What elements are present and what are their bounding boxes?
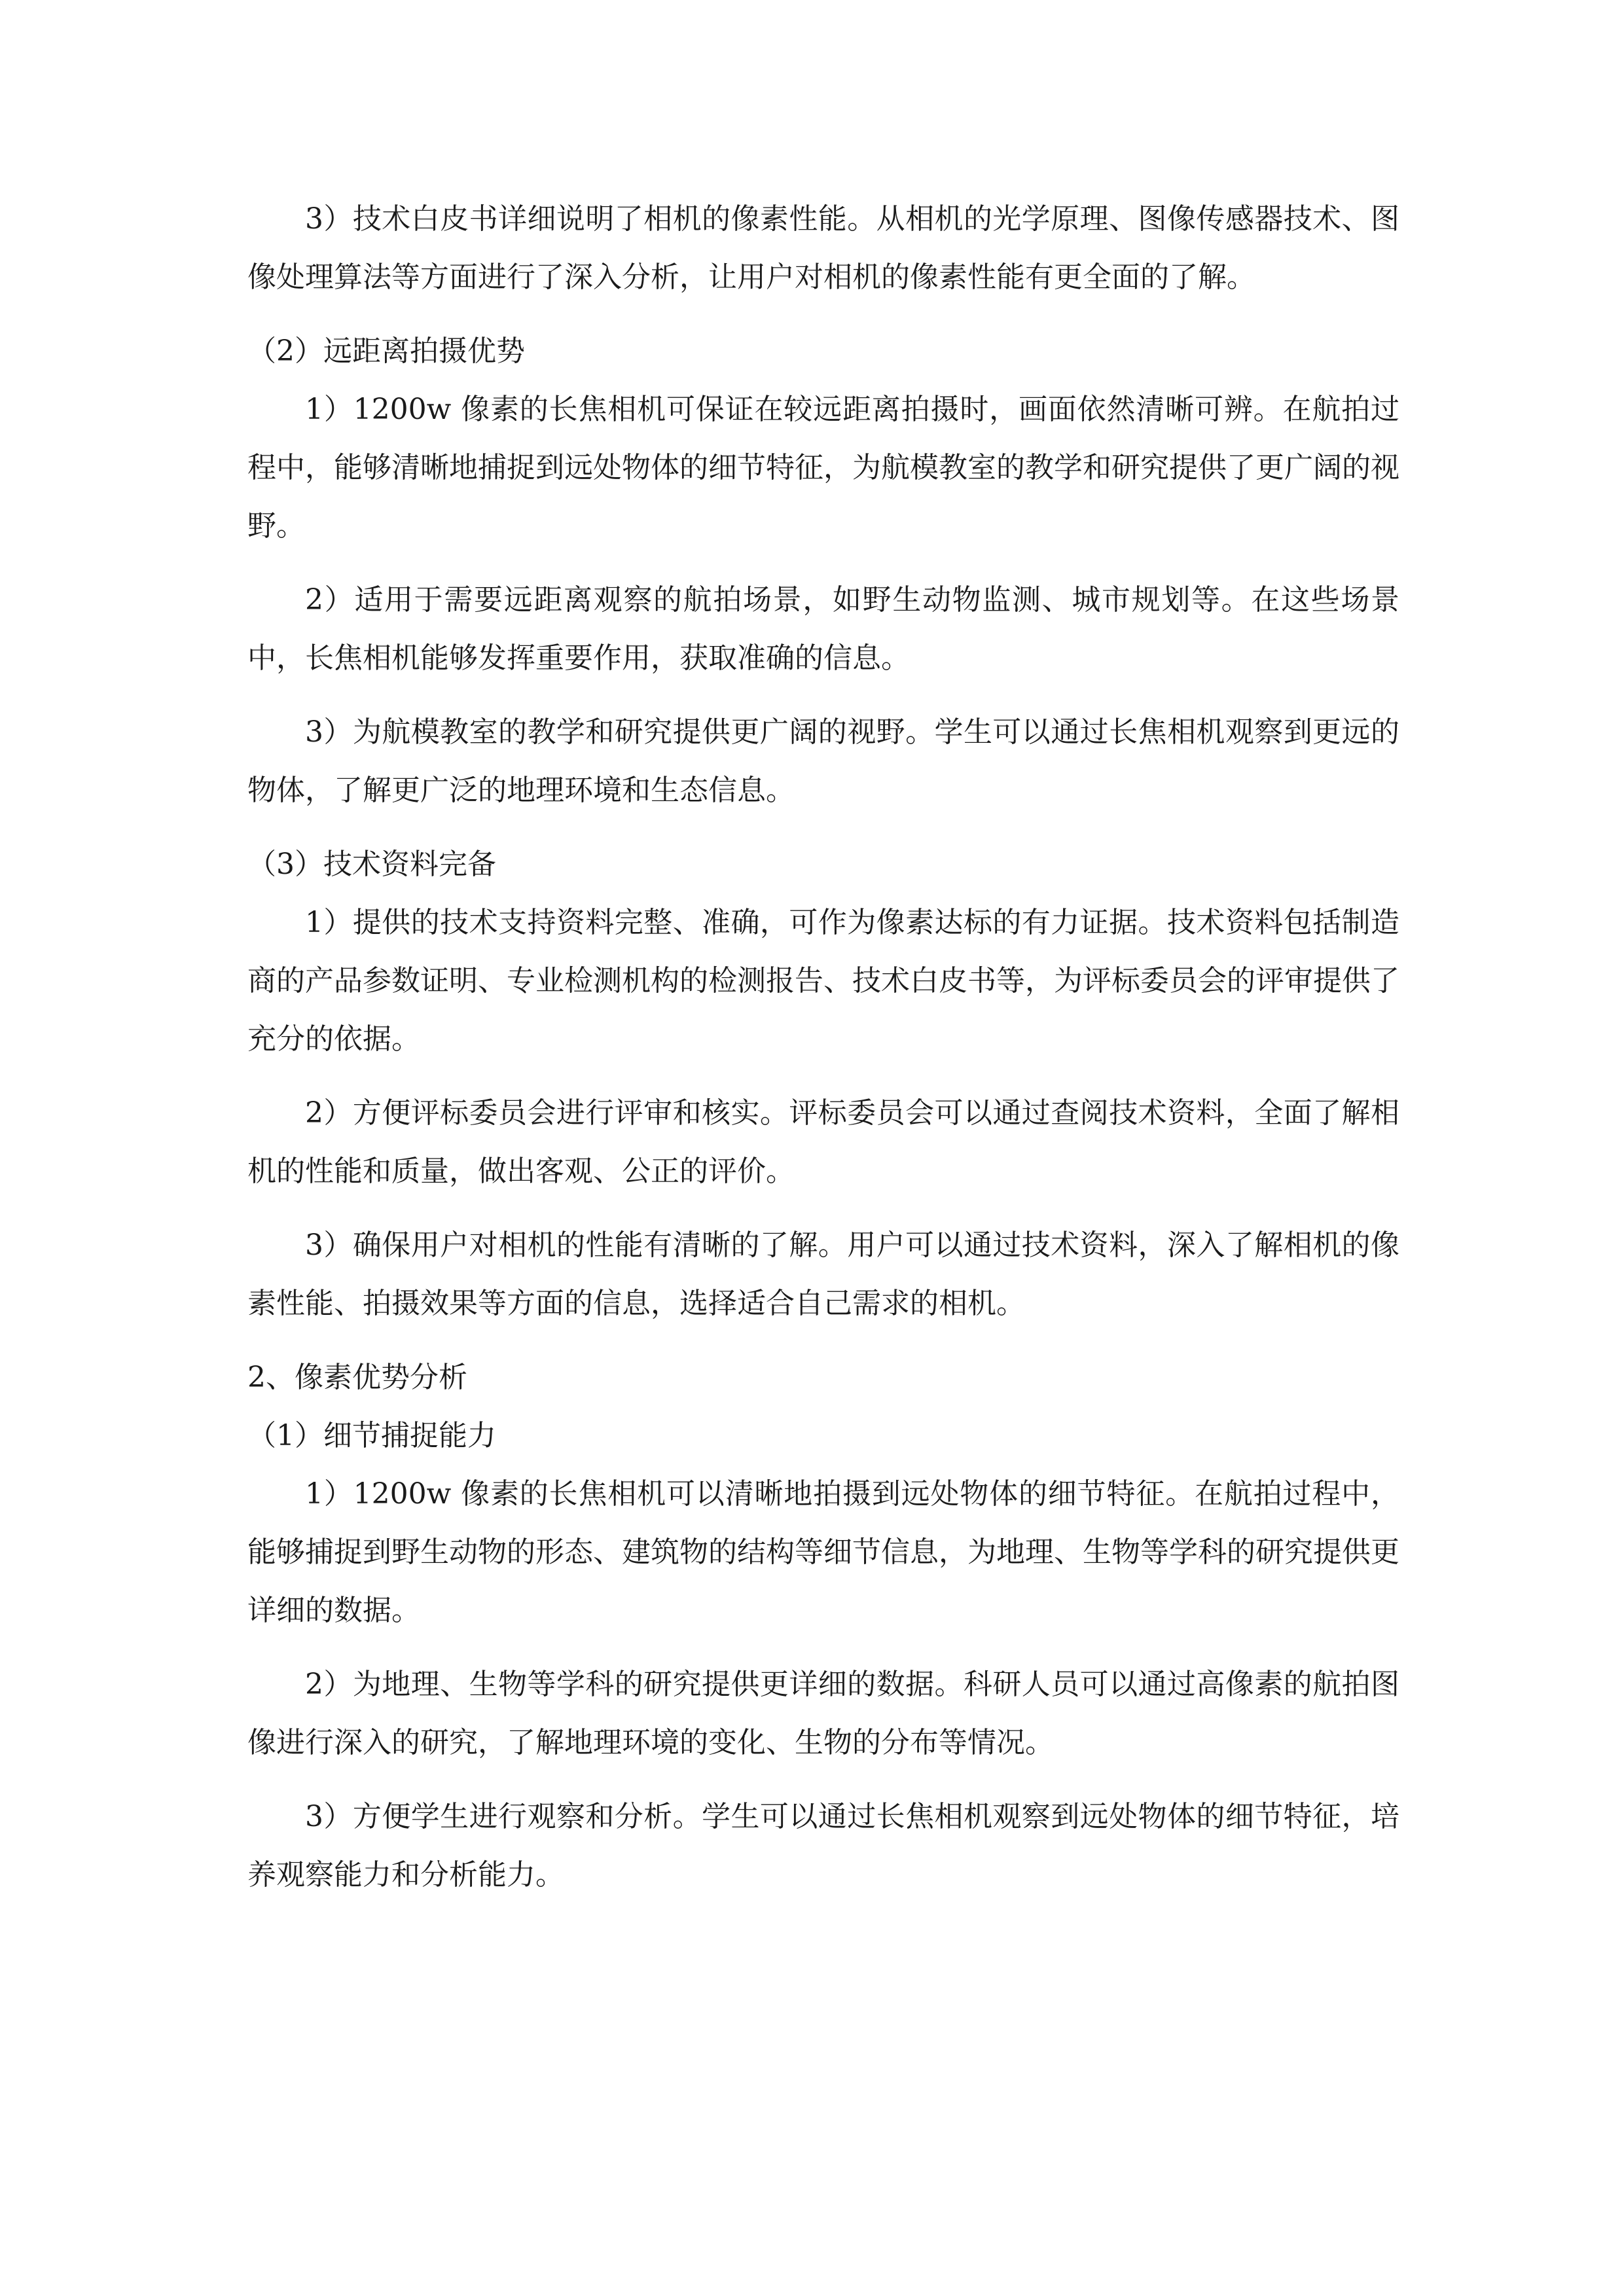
paragraph-long-distance-1: 1）1200w 像素的长焦相机可保证在较远距离拍摄时，画面依然清晰可辨。在航拍过程中，能够清晰地捕捉到远处物体的细节特征，为航模教室的教学和研究提供了更广阔的视野。: [247, 393, 1399, 543]
paragraph-long-distance-3: 3）为航模教室的教学和研究提供更广阔的视野。学生可以通过长焦相机观察到更远的物体，了解更广泛的地理环境和生态信息。: [247, 715, 1399, 807]
subheading-tech-docs: （3）技术资料完备: [247, 848, 496, 881]
paragraph-whitepaper: 3）技术白皮书详细说明了相机的像素性能。从相机的光学原理、图像传感器技术、图像处理算法等方面进行了深入分析，让用户对相机的像素性能有更全面的了解。: [247, 202, 1399, 294]
paragraph-detail-capture-2: 2）为地理、生物等学科的研究提供更详细的数据。科研人员可以通过高像素的航拍图像进行深入的研究，了解地理环境的变化、生物的分布等情况。: [247, 1668, 1399, 1759]
subheading-long-distance: （2）远距离拍摄优势: [247, 334, 525, 368]
paragraph-tech-docs-1: 1）提供的技术支持资料完整、准确，可作为像素达标的有力证据。技术资料包括制造商的产品参数证明、专业检测机构的检测报告、技术白皮书等，为评标委员会的评审提供了充分的依据。: [247, 906, 1399, 1056]
paragraph-long-distance-2: 2）适用于需要远距离观察的航拍场景，如野生动物监测、城市规划等。在这些场景中，长焦相机能够发挥重要作用，获取准确的信息。: [247, 583, 1399, 675]
paragraph-detail-capture-1: 1）1200w 像素的长焦相机可以清晰地拍摄到远处物体的细节特征。在航拍过程中，能够捕捉到野生动物的形态、建筑物的结构等细节信息，为地理、生物等学科的研究提供更详细的数据。: [247, 1477, 1399, 1627]
subheading-detail-capture: （1）细节捕捉能力: [247, 1419, 496, 1452]
paragraph-tech-docs-3: 3）确保用户对相机的性能有清晰的了解。用户可以通过技术资料，深入了解相机的像素性能、拍摄效果等方面的信息，选择适合自己需求的相机。: [247, 1229, 1399, 1320]
paragraph-detail-capture-3: 3）方便学生进行观察和分析。学生可以通过长焦相机观察到远处物体的细节特征，培养观察能力和分析能力。: [247, 1800, 1399, 1892]
document-body: [247, 190, 1399, 1920]
paragraph-tech-docs-2: 2）方便评标委员会进行评审和核实。评标委员会可以通过查阅技术资料，全面了解相机的性能和质量，做出客观、公正的评价。: [247, 1096, 1399, 1188]
section-heading-pixel-advantage: 2、像素优势分析: [247, 1361, 467, 1394]
